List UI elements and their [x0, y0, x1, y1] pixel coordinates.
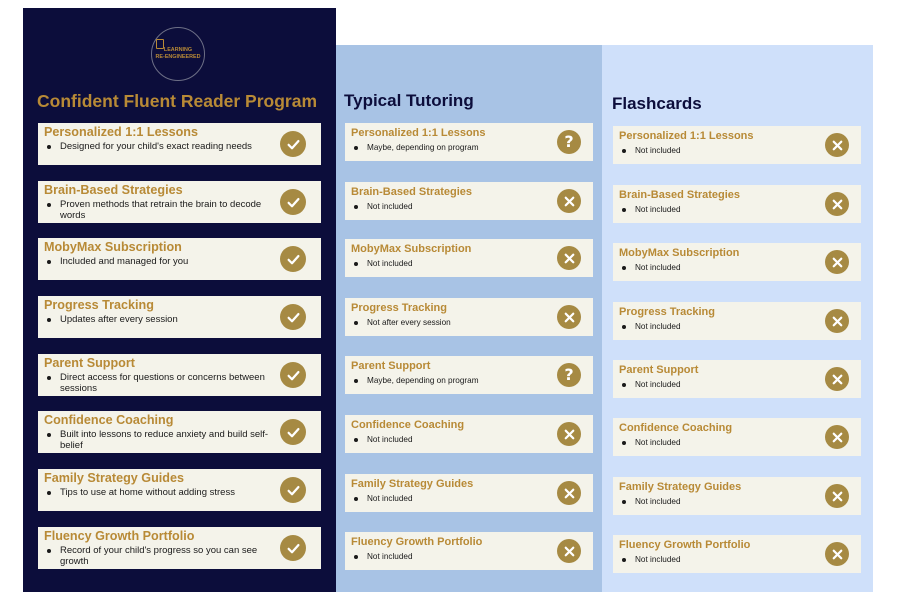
- feature-card: [345, 182, 593, 220]
- check-icon: [280, 189, 306, 215]
- tutoring-column: [336, 45, 602, 592]
- feature-title: Personalized 1:1 Lessons: [351, 127, 486, 139]
- program-column: [23, 8, 336, 592]
- feature-title: MobyMax Subscription: [351, 243, 472, 255]
- feature-title: Confidence Coaching: [351, 419, 465, 431]
- feature-description: Not included: [635, 263, 805, 273]
- x-icon: [825, 250, 849, 274]
- x-icon: [825, 425, 849, 449]
- feature-card: [613, 243, 861, 281]
- question-icon: ?: [557, 363, 581, 387]
- feature-card: [613, 360, 861, 398]
- logo-line-2: RE-ENGINEERED: [155, 54, 201, 60]
- x-icon: [557, 481, 581, 505]
- feature-card: [38, 527, 321, 569]
- feature-card: [613, 185, 861, 223]
- tutoring-column-title: Typical Tutoring: [344, 91, 474, 110]
- feature-card: [613, 418, 861, 456]
- feature-description: Updates after every session: [60, 314, 270, 325]
- feature-title: Personalized 1:1 Lessons: [44, 125, 198, 139]
- feature-card: [345, 474, 593, 512]
- feature-title: Brain-Based Strategies: [44, 183, 183, 197]
- feature-description: Maybe, depending on program: [367, 376, 537, 386]
- feature-card: [613, 477, 861, 515]
- feature-card: [345, 415, 593, 453]
- feature-title: Brain-Based Strategies: [619, 189, 741, 201]
- feature-title: Personalized 1:1 Lessons: [619, 130, 754, 142]
- flashcards-column-title: Flashcards: [612, 94, 702, 113]
- feature-title: Confidence Coaching: [44, 413, 174, 427]
- learning-re-engineered-logo: [151, 27, 205, 81]
- feature-card: [38, 181, 321, 223]
- feature-title: MobyMax Subscription: [44, 240, 182, 254]
- feature-description: Not included: [367, 494, 537, 504]
- feature-card: [613, 535, 861, 573]
- flashcards-column: [602, 45, 873, 592]
- feature-description: Not included: [635, 322, 805, 332]
- feature-title: Brain-Based Strategies: [351, 186, 473, 198]
- check-icon: [280, 419, 306, 445]
- check-icon: [280, 477, 306, 503]
- feature-title: Parent Support: [44, 356, 135, 370]
- feature-description: Not included: [367, 202, 537, 212]
- logo-line-1: LEARNING: [163, 46, 193, 53]
- feature-description: Maybe, depending on program: [367, 143, 537, 153]
- feature-description: Not included: [367, 259, 537, 269]
- check-icon: [280, 304, 306, 330]
- x-icon: [825, 309, 849, 333]
- feature-card: [345, 298, 593, 336]
- feature-description: Not after every session: [367, 318, 537, 328]
- x-icon: [825, 133, 849, 157]
- feature-card: [38, 354, 321, 396]
- feature-description: Not included: [367, 435, 537, 445]
- feature-description: Designed for your child's exact reading needs: [60, 141, 270, 152]
- x-icon: [825, 484, 849, 508]
- feature-title: Progress Tracking: [619, 306, 715, 318]
- feature-title: MobyMax Subscription: [619, 247, 740, 259]
- x-icon: [557, 246, 581, 270]
- feature-card: [345, 123, 593, 161]
- check-icon: [280, 535, 306, 561]
- feature-title: Confidence Coaching: [619, 422, 733, 434]
- feature-description: Included and managed for you: [60, 256, 270, 267]
- feature-description: Not included: [635, 146, 805, 156]
- feature-card: [345, 356, 593, 394]
- feature-description: Tips to use at home without adding stress: [60, 487, 270, 498]
- feature-description: Not included: [635, 438, 805, 448]
- x-icon: [825, 367, 849, 391]
- feature-description: Record of your child's progress so you can see growth: [60, 545, 270, 568]
- feature-description: Not included: [367, 552, 537, 562]
- feature-title: Fluency Growth Portfolio: [44, 529, 195, 543]
- x-icon: [557, 189, 581, 213]
- feature-description: Direct access for questions or concerns between sessions: [60, 372, 270, 395]
- x-icon: [557, 422, 581, 446]
- question-icon: ?: [557, 130, 581, 154]
- feature-card: [38, 296, 321, 338]
- feature-title: Parent Support: [351, 360, 431, 372]
- x-icon: [825, 542, 849, 566]
- check-icon: [280, 246, 306, 272]
- feature-card: [38, 123, 321, 165]
- x-icon: [825, 192, 849, 216]
- feature-title: Family Strategy Guides: [351, 478, 474, 490]
- feature-title: Family Strategy Guides: [44, 471, 184, 485]
- feature-title: Parent Support: [619, 364, 699, 376]
- feature-card: [38, 411, 321, 453]
- feature-card: [613, 126, 861, 164]
- feature-title: Progress Tracking: [351, 302, 447, 314]
- feature-card: [613, 302, 861, 340]
- feature-description: Not included: [635, 497, 805, 507]
- x-icon: [557, 539, 581, 563]
- feature-card: [38, 238, 321, 280]
- feature-description: Proven methods that retrain the brain to decode words: [60, 199, 270, 222]
- program-column-title: Confident Fluent Reader Program: [37, 91, 318, 111]
- x-icon: [557, 305, 581, 329]
- feature-title: Fluency Growth Portfolio: [351, 536, 483, 548]
- feature-title: Progress Tracking: [44, 298, 154, 312]
- feature-description: Not included: [635, 380, 805, 390]
- book-icon: [156, 39, 164, 49]
- feature-description: Not included: [635, 205, 805, 215]
- feature-card: [345, 239, 593, 277]
- feature-description: Not included: [635, 555, 805, 565]
- check-icon: [280, 131, 306, 157]
- feature-title: Fluency Growth Portfolio: [619, 539, 751, 551]
- check-icon: [280, 362, 306, 388]
- feature-card: [345, 532, 593, 570]
- feature-description: Built into lessons to reduce anxiety and build self-belief: [60, 429, 269, 452]
- feature-title: Family Strategy Guides: [619, 481, 742, 493]
- feature-card: [38, 469, 321, 511]
